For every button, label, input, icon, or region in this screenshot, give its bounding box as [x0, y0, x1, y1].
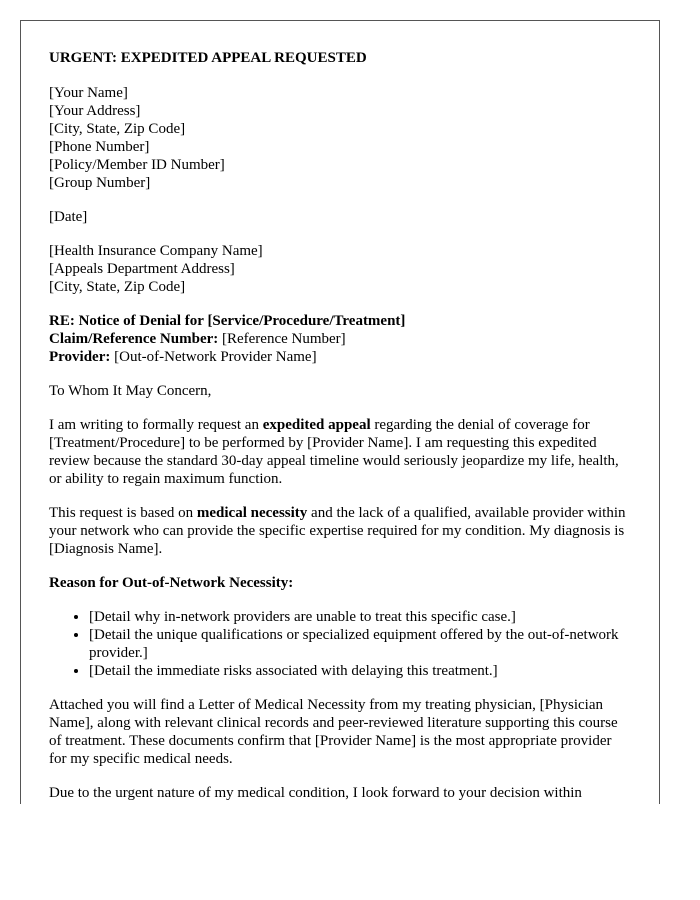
letter-date: [Date]: [49, 209, 88, 225]
paragraph-urgent-decision: Due to the urgent nature of my medical condition, I look forward to your decision within: [49, 785, 582, 801]
sender-city-state-zip: [City, State, Zip Code]: [49, 121, 186, 137]
recipient-address-block: [49, 242, 631, 296]
para2-text-after: and the lack of a qualified, available provider within your network who can provide the specific expertise required for my condition. My diagnosis is [Diagnosis Name].: [49, 505, 626, 557]
re-provider-line: [49, 348, 631, 366]
list-item: • [Detail the unique qualifications or specialized equipment offered by the out-of-network provider.]: [89, 626, 631, 662]
paragraph-attachments: Attached you will find a Letter of Medical Necessity from my treating physician, [Physician Name], along with relevant clinical records and peer-reviewed literature supporting this course of treatment. These documents confirm that [Provider Name] is the most appropriate provider for my specific medical needs.: [49, 697, 618, 767]
list-item: • [Detail why in-network providers are unable to treat this specific case.]: [89, 608, 631, 626]
salutation: To Whom It May Concern,: [49, 383, 212, 399]
para2-text-before: This request is based on: [49, 505, 197, 521]
para2-bold: medical necessity: [196, 505, 308, 521]
recipient-city-state-zip: [City, State, Zip Code]: [49, 279, 186, 295]
provider-value: [Out-of-Network Provider Name]: [110, 349, 317, 365]
paragraph-expedited-appeal: [49, 416, 631, 488]
claim-value: [Reference Number]: [218, 331, 346, 347]
para1-text-after: regarding the denial of coverage for [Treatment/Procedure] to be performed by [Provider Name]. I am requesting this expedited review because the standard 30-day appeal timeline would seriously jeopardize my life, health, or ability to regain maximum function.: [49, 417, 619, 487]
sender-address: [Your Address]: [49, 103, 141, 119]
date-block: [49, 208, 631, 226]
recipient-company: [Health Insurance Company Name]: [49, 243, 263, 259]
sender-phone: [Phone Number]: [49, 139, 150, 155]
sender-policy-id: [Policy/Member ID Number]: [49, 157, 225, 173]
sender-address-block: [49, 84, 631, 192]
re-claim-line: [49, 330, 631, 348]
reason-heading-text: Reason for Out-of-Network Necessity:: [49, 575, 294, 591]
re-subject: [49, 312, 631, 330]
provider-label: Provider:: [49, 349, 111, 365]
claim-label: Claim/Reference Number:: [49, 331, 219, 347]
letter-page: [20, 20, 660, 804]
para1-bold: expedited appeal: [262, 417, 371, 433]
sender-name: [Your Name]: [49, 85, 128, 101]
reason-list: [49, 608, 631, 680]
letter-content: [21, 21, 659, 802]
list-item: • [Detail the immediate risks associated with delaying this treatment.]: [89, 662, 631, 680]
para1-text-before: I am writing to formally request an: [49, 417, 263, 433]
reason-heading: [49, 574, 631, 592]
letter-title: URGENT: EXPEDITED APPEAL REQUESTED: [49, 50, 367, 66]
recipient-department-address: [Appeals Department Address]: [49, 261, 235, 277]
re-subject-text: RE: Notice of Denial for [Service/Procedure/Treatment]: [49, 313, 406, 329]
sender-group-number: [Group Number]: [49, 175, 151, 191]
paragraph-medical-necessity: [49, 504, 631, 558]
re-block: [49, 312, 631, 366]
